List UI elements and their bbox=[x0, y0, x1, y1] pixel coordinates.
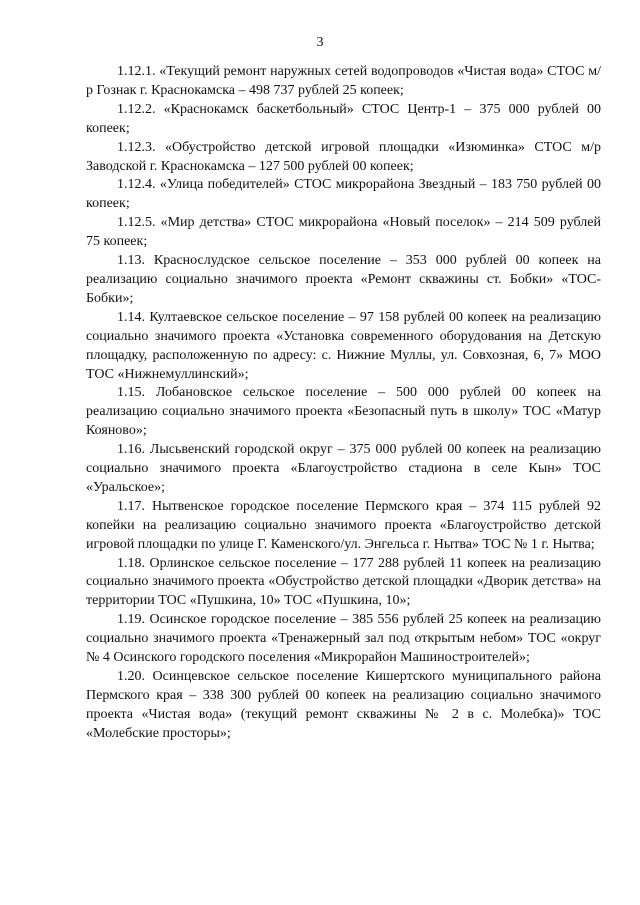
paragraph-1-17: 1.17. Нытвенское городское поселение Пермского края – 374 115 рублей 92 копейки на реализацию социально значимого проекта «Благоустройство детской игровой площадки по улице Г. Каменского/ул. Энгельса г. Нытва» ТОС № 1 г. Нытва; bbox=[86, 498, 601, 552]
paragraph-1-16: 1.16. Лысьвенский городской округ – 375 000 рублей 00 копеек на реализацию социально значимого проекта «Благоустройство стадиона в селе Кын» ТОС «Уральское»; bbox=[86, 442, 601, 495]
paragraph-1-12-4: 1.12.4. «Улица победителей» СТОС микрорайона Звездный – 183 750 рублей 00 копеек; bbox=[86, 177, 601, 212]
document-body bbox=[86, 63, 601, 744]
paragraph-1-19: 1.19. Осинское городское поселение – 385 556 рублей 25 копеек на реализацию социально значимого проекта «Тренажерный зал под открытым небом» ТОС «округ № 4 Осинского городского поселения «Микрорайон Машиностроителей»; bbox=[86, 612, 601, 666]
paragraph-1-12-3: 1.12.3. «Обустройство детской игровой площадки «Изюминка» СТОС м/р Заводской г. Краснокамска – 127 500 рублей 00 копеек; bbox=[86, 139, 601, 174]
paragraph-1-12-1: 1.12.1. «Текущий ремонт наружных сетей водопроводов «Чистая вода» СТОС м/р Гознак г. Краснокамска – 498 737 рублей 25 копеек; bbox=[86, 64, 601, 98]
paragraph-1-12-5: 1.12.5. «Мир детства» СТОС микрорайона «Новый поселок» – 214 509 рублей 75 копеек; bbox=[86, 215, 601, 250]
page-number: 3 bbox=[316, 35, 324, 50]
paragraph-1-12-2: 1.12.2. «Краснокамск баскетбольный» СТОС Центр-1 – 375 000 рублей 00 копеек; bbox=[86, 101, 601, 136]
paragraph-1-18: 1.18. Орлинское сельское поселение – 177 288 рублей 11 копеек на реализацию социально значимого проекта «Обустройство детской площадки «Дворик детства» на территории ТОС «Пушкина, 10» ТОС «Пушкина, 10»; bbox=[86, 555, 601, 609]
paragraph-1-14: 1.14. Култаевское сельское поселение – 97 158 рублей 00 копеек на реализацию социально значимого проекта «Установка современного оборудования на Детскую площадку, расположенную по адресу: с. Нижние Муллы, ул. Совхозная, 6, 7» МОО ТОС «Нижнемуллинский»; bbox=[86, 309, 601, 382]
paragraph-1-13: 1.13. Краснослудское сельское поселение – 353 000 рублей 00 копеек на реализацию социально значимого проекта «Ремонт скважины ст. Бобки» «ТОС-Бобки»; bbox=[86, 253, 601, 306]
paragraph-1-20: 1.20. Осинцевское сельское поселение Кишертского муниципального района Пермского края – 338 300 рублей 00 копеек на реализацию социально значимого проекта «Чистая вода» (текущий ремонт скважины № 2 в с. Молебка)» ТОС «Молебские просторы»; bbox=[86, 669, 601, 741]
paragraph-1-15: 1.15. Лобановское сельское поселение – 500 000 рублей 00 копеек на реализацию социально значимого проекта «Безопасный путь в школу» ТОС «Матур Кояново»; bbox=[86, 385, 601, 439]
